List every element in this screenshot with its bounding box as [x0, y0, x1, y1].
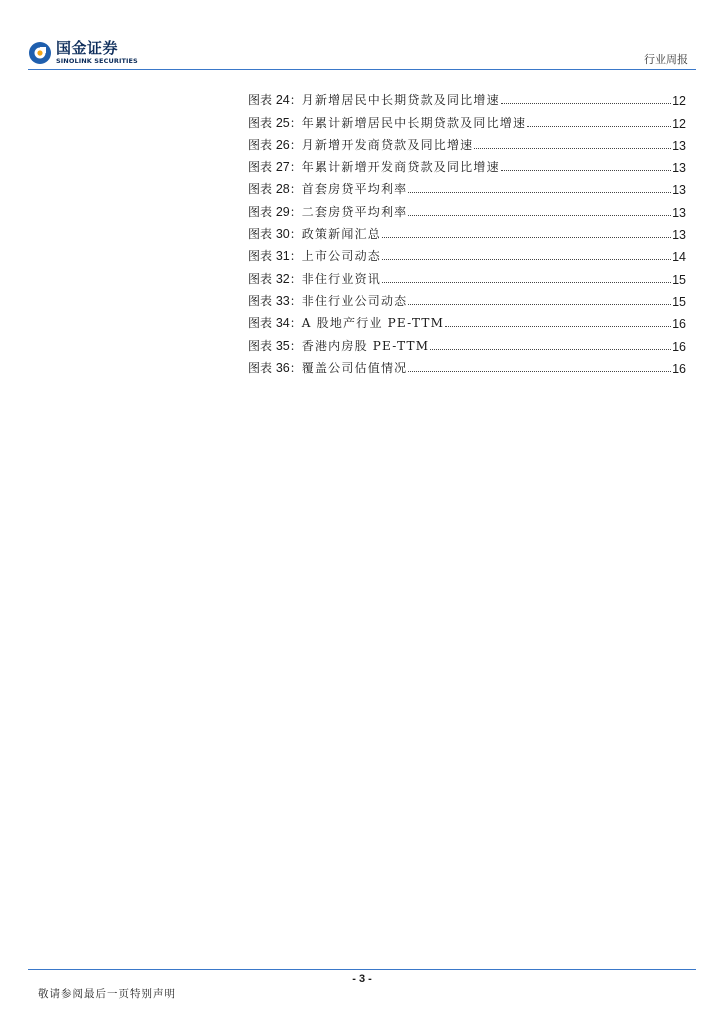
dot-leader — [408, 192, 671, 193]
figure-prefix: 图表 — [248, 338, 273, 353]
toc-page-number: 13 — [672, 205, 686, 220]
toc-entry-label — [248, 203, 407, 220]
toc-entry[interactable] — [248, 287, 686, 309]
figure-prefix: 图表 — [248, 137, 273, 152]
figure-prefix: 图表 — [248, 115, 273, 130]
page-number: - 3 - — [352, 973, 372, 985]
toc-entry[interactable] — [248, 86, 686, 108]
toc-entry-label — [248, 158, 500, 175]
figure-title: 覆盖公司估值情况 — [301, 360, 408, 375]
toc-page-number: 13 — [672, 138, 686, 153]
toc-page-number: 14 — [672, 250, 686, 265]
report-type-label: 行业周报 — [644, 53, 688, 66]
figure-prefix: 图表 — [248, 204, 273, 219]
figure-prefix: 图表 — [248, 360, 273, 375]
company-logo — [28, 40, 138, 66]
figure-title: 香港内房股 PE-TTM — [301, 338, 430, 353]
dot-leader — [445, 326, 671, 327]
figure-title: 月新增居民中长期贷款及同比增速 — [301, 93, 500, 108]
toc-entry-label — [248, 337, 429, 354]
figure-prefix: 图表 — [248, 293, 273, 308]
figure-number: 31 — [275, 249, 290, 264]
figure-prefix: 图表 — [248, 271, 273, 286]
figure-title: 非住行业公司动态 — [301, 293, 408, 308]
toc-entry[interactable] — [248, 220, 686, 242]
dot-leader — [382, 237, 671, 238]
figure-number: 24 — [275, 93, 290, 108]
figure-title: 上市公司动态 — [301, 249, 381, 264]
figure-prefix: 图表 — [248, 249, 273, 264]
toc-entry[interactable] — [248, 354, 686, 376]
dot-leader — [408, 304, 671, 305]
toc-page-number: 15 — [672, 294, 686, 309]
figure-number: 33 — [275, 293, 290, 308]
toc-entry-label — [248, 91, 500, 108]
toc-page-number: 16 — [672, 339, 686, 354]
dot-leader — [474, 148, 671, 149]
dot-leader — [501, 103, 671, 104]
figure-title: 年累计新增开发商贷款及同比增速 — [301, 160, 500, 175]
figure-colon: ： — [289, 271, 302, 286]
toc-entry-label — [248, 114, 526, 131]
figure-title: A 股地产行业 PE-TTM — [301, 316, 445, 331]
dot-leader — [382, 282, 671, 283]
figure-colon: ： — [289, 160, 302, 175]
toc-entry[interactable] — [248, 131, 686, 153]
figure-colon: ： — [289, 316, 302, 331]
toc-entry[interactable] — [248, 264, 686, 286]
dot-leader — [382, 259, 671, 260]
header-divider — [28, 69, 696, 70]
figure-colon: ： — [289, 93, 302, 108]
toc-entry-label — [248, 136, 473, 153]
logo-chinese-name: 国金证券 — [56, 39, 119, 58]
figure-number: 29 — [275, 204, 290, 219]
figure-prefix: 图表 — [248, 93, 273, 108]
figure-number: 30 — [275, 227, 290, 242]
toc-page-number: 12 — [672, 116, 686, 131]
figure-number: 28 — [275, 182, 290, 197]
figure-prefix: 图表 — [248, 316, 273, 331]
toc-page-number: 12 — [672, 94, 686, 109]
figure-colon: ： — [289, 182, 302, 197]
toc-entry-label — [248, 180, 407, 197]
toc-entry-label — [248, 225, 381, 242]
figure-number: 27 — [275, 160, 290, 175]
dot-leader — [527, 126, 671, 127]
figure-colon: ： — [289, 227, 302, 242]
figure-colon: ： — [289, 338, 302, 353]
figure-colon: ： — [289, 204, 302, 219]
toc-entry-label — [248, 314, 444, 331]
logo-english-name: SINOLINK SECURITIES — [56, 57, 138, 66]
toc-page-number: 13 — [672, 183, 686, 198]
toc-page-number: 13 — [672, 161, 686, 176]
toc-page-number: 13 — [672, 228, 686, 243]
figure-title: 政策新闻汇总 — [301, 227, 381, 242]
toc-entry[interactable] — [248, 197, 686, 219]
figure-colon: ： — [289, 249, 302, 264]
toc-entry-label — [248, 359, 407, 376]
toc-entry-label — [248, 247, 381, 264]
dot-leader — [430, 349, 671, 350]
disclaimer-text: 敬请参阅最后一页特别声明 — [38, 988, 176, 1000]
toc-entry[interactable] — [248, 331, 686, 353]
page-header — [0, 0, 724, 72]
figure-number: 35 — [275, 338, 290, 353]
figure-number: 36 — [275, 360, 290, 375]
toc-entry[interactable] — [248, 153, 686, 175]
footer-divider — [28, 969, 696, 970]
toc-entry[interactable] — [248, 108, 686, 130]
figure-number: 34 — [275, 316, 290, 331]
toc-entry-label — [248, 270, 381, 287]
dot-leader — [408, 371, 671, 372]
figure-prefix: 图表 — [248, 160, 273, 175]
figure-colon: ： — [289, 137, 302, 152]
toc-page-number: 16 — [672, 317, 686, 332]
toc-page-number: 15 — [672, 272, 686, 287]
toc-entry[interactable] — [248, 309, 686, 331]
toc-entry[interactable] — [248, 242, 686, 264]
figure-title: 月新增开发商贷款及同比增速 — [301, 137, 474, 152]
figure-colon: ： — [289, 115, 302, 130]
figure-title: 二套房贷平均利率 — [301, 204, 408, 219]
dot-leader — [408, 215, 671, 216]
toc-entry[interactable] — [248, 175, 686, 197]
figure-title: 年累计新增居民中长期贷款及同比增速 — [301, 115, 527, 130]
figure-prefix: 图表 — [248, 227, 273, 242]
figure-colon: ： — [289, 293, 302, 308]
figure-number: 32 — [275, 271, 290, 286]
toc-page-number: 16 — [672, 361, 686, 376]
figure-number: 26 — [275, 137, 290, 152]
figure-colon: ： — [289, 360, 302, 375]
figure-number: 25 — [275, 115, 290, 130]
toc-entry-label — [248, 292, 407, 309]
figure-title: 首套房贷平均利率 — [301, 182, 408, 197]
sinolink-logo-icon — [28, 41, 52, 65]
figure-title: 非住行业资讯 — [301, 271, 381, 286]
figure-prefix: 图表 — [248, 182, 273, 197]
figure-list — [248, 86, 686, 376]
dot-leader — [501, 170, 671, 171]
